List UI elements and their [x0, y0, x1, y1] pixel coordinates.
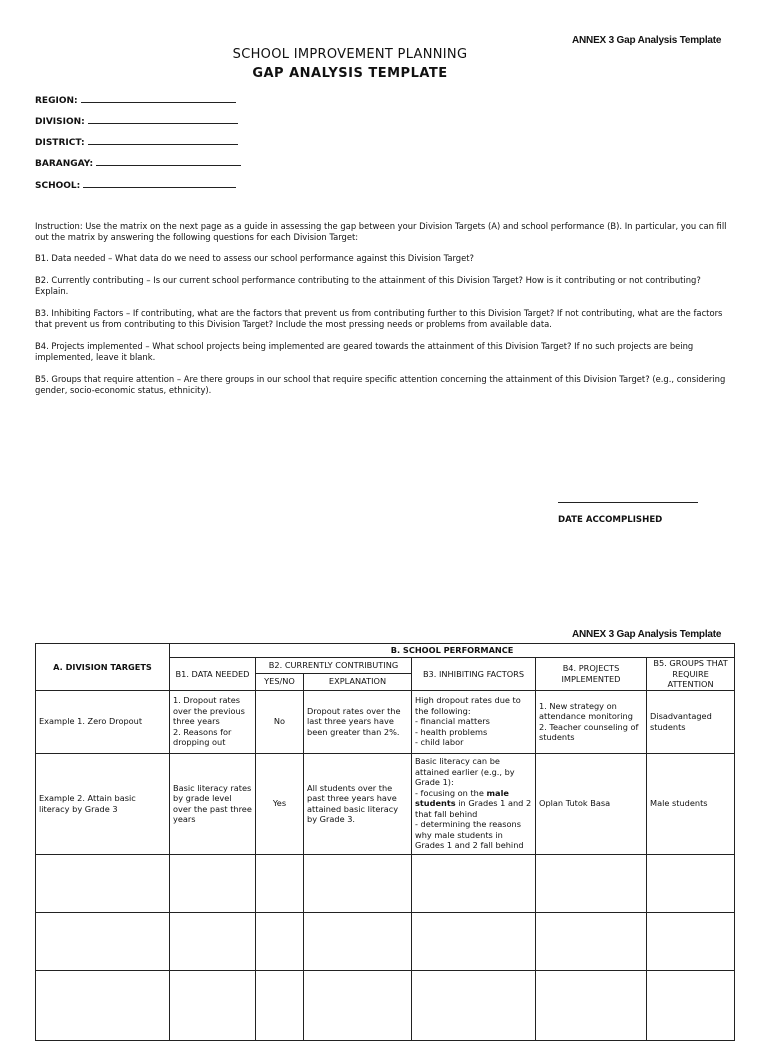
b3-description: B3. Inhibiting Factors – If contributing, what are the factors that prevent us from contributing further to this Division Target? If not contributing, what are the factors that prevent us from contributing to this Division Target? Include the most pressing needs or problems from available data. — [35, 308, 723, 329]
cell-empty[interactable] — [36, 970, 170, 1040]
cell-empty[interactable] — [170, 970, 256, 1040]
col-b2-currently-contributing: B2. CURRENTLY CONTRIBUTING — [256, 658, 412, 674]
district-line — [88, 135, 238, 145]
cell-groups[interactable]: Male students — [647, 753, 735, 854]
cell-empty[interactable] — [304, 912, 412, 970]
cell-empty[interactable] — [647, 854, 735, 912]
col-b3-inhibiting-factors: B3. INHIBITING FACTORS — [412, 658, 536, 691]
cell-yes-no[interactable]: No — [256, 690, 304, 753]
cell-empty[interactable] — [256, 970, 304, 1040]
cell-empty[interactable] — [647, 912, 735, 970]
cell-empty[interactable] — [536, 970, 647, 1040]
region-field[interactable] — [35, 93, 236, 106]
cell-yes-no[interactable]: Yes — [256, 753, 304, 854]
cell-data-needed[interactable]: 1. Dropout rates over the previous three years 2. Reasons for dropping out — [170, 690, 256, 753]
cell-empty[interactable] — [170, 912, 256, 970]
cell-empty[interactable] — [536, 854, 647, 912]
school-label: SCHOOL: — [35, 181, 81, 191]
instruction-text: Instruction: Use the matrix on the next page as a guide in assessing the gap between your Division Targets (A) and school performance (B). In particular, you can fill out the matrix by answering the following questions for each Division Target: — [35, 221, 727, 242]
date-line[interactable] — [558, 502, 698, 503]
barangay-line — [96, 156, 241, 166]
table-row — [36, 753, 735, 854]
cell-empty[interactable] — [304, 854, 412, 912]
date-accomplished-label: DATE ACCOMPLISHED — [558, 515, 663, 525]
b5-description: B5. Groups that require attention – Are there groups in our school that require specific attention concerning the attainment of this Division Target? (e.g., considering gender, socio-economic status, ethnicity). — [35, 374, 726, 395]
cell-data-needed[interactable]: Basic literacy rates by grade level over the past three years — [170, 753, 256, 854]
col-group-school-performance: B. SCHOOL PERFORMANCE — [170, 644, 735, 658]
school-line — [83, 178, 236, 188]
inhibiting-text-2: in Grades 1 and 2 that fall behind - determining the reasons why male students in Grades 1 and 2 fall behind — [415, 798, 532, 851]
b4-description: B4. Projects implemented – What school projects being implemented are geared towards the attainment of this Division Target? If no such projects are being implemented, leave it blank. — [35, 341, 694, 362]
table-row-empty — [36, 854, 735, 912]
cell-empty[interactable] — [412, 854, 536, 912]
cell-empty[interactable] — [256, 912, 304, 970]
region-line — [81, 93, 236, 103]
cell-target[interactable]: Example 2. Attain basic literacy by Grade 3 — [36, 753, 170, 854]
cell-projects[interactable]: Oplan Tutok Basa — [536, 753, 647, 854]
district-field[interactable] — [35, 135, 238, 148]
cell-target[interactable]: Example 1. Zero Dropout — [36, 690, 170, 753]
col-b2-yes-no: YES/NO — [256, 673, 304, 690]
region-label: REGION: — [35, 96, 78, 106]
annex-label: ANNEX 3 Gap Analysis Template — [572, 35, 722, 46]
cell-empty[interactable] — [256, 854, 304, 912]
cell-empty[interactable] — [647, 970, 735, 1040]
inhibiting-emphasis: male students — [415, 787, 509, 809]
cell-explanation[interactable]: Dropout rates over the last three years have been greater than 2%. — [304, 690, 412, 753]
cell-empty[interactable] — [412, 970, 536, 1040]
table-row — [36, 690, 735, 753]
cell-inhibiting-factors[interactable]: High dropout rates due to the following: - financial matters - health problems - child labor — [412, 690, 536, 753]
school-field[interactable] — [35, 178, 236, 191]
barangay-label: BARANGAY: — [35, 159, 94, 169]
col-division-targets: A. DIVISION TARGETS — [36, 644, 170, 691]
cell-empty[interactable] — [170, 854, 256, 912]
division-label: DIVISION: — [35, 117, 85, 127]
col-b1-data-needed: B1. DATA NEEDED — [170, 658, 256, 691]
page-title: SCHOOL IMPROVEMENT PLANNING — [232, 47, 468, 62]
cell-empty[interactable] — [536, 912, 647, 970]
col-b5-groups-attention: B5. GROUPS THAT REQUIRE ATTENTION — [647, 658, 735, 691]
b2-description: B2. Currently contributing – Is our current school performance contributing to the attainment of this Division Target? How is it contributing or not contributing? Explain. — [35, 275, 701, 296]
table-row-empty — [36, 970, 735, 1040]
district-label: DISTRICT: — [35, 138, 85, 148]
division-field[interactable] — [35, 114, 238, 127]
annex-label-2: ANNEX 3 Gap Analysis Template — [572, 629, 722, 640]
barangay-field[interactable] — [35, 156, 241, 169]
table-row-empty — [36, 912, 735, 970]
cell-empty[interactable] — [36, 912, 170, 970]
cell-empty[interactable] — [412, 912, 536, 970]
b1-description: B1. Data needed – What data do we need to assess our school performance against this Division Target? — [35, 253, 475, 263]
page-subtitle: GAP ANALYSIS TEMPLATE — [252, 66, 448, 81]
gap-analysis-matrix — [35, 643, 735, 1041]
cell-empty[interactable] — [36, 854, 170, 912]
col-b2-explanation: EXPLANATION — [304, 673, 412, 690]
inhibiting-text-1: Basic literacy can be attained earlier (e.g., by Grade 1): - focusing on the — [415, 756, 515, 798]
col-b4-projects-implemented: B4. PROJECTS IMPLEMENTED — [536, 658, 647, 691]
cell-projects[interactable]: 1. New strategy on attendance monitoring 2. Teacher counseling of students — [536, 690, 647, 753]
cell-inhibiting-factors[interactable] — [412, 753, 536, 854]
cell-empty[interactable] — [304, 970, 412, 1040]
cell-explanation[interactable]: All students over the past three years have attained basic literacy by Grade 3. — [304, 753, 412, 854]
division-line — [88, 114, 238, 124]
cell-groups[interactable]: Disadvantaged students — [647, 690, 735, 753]
